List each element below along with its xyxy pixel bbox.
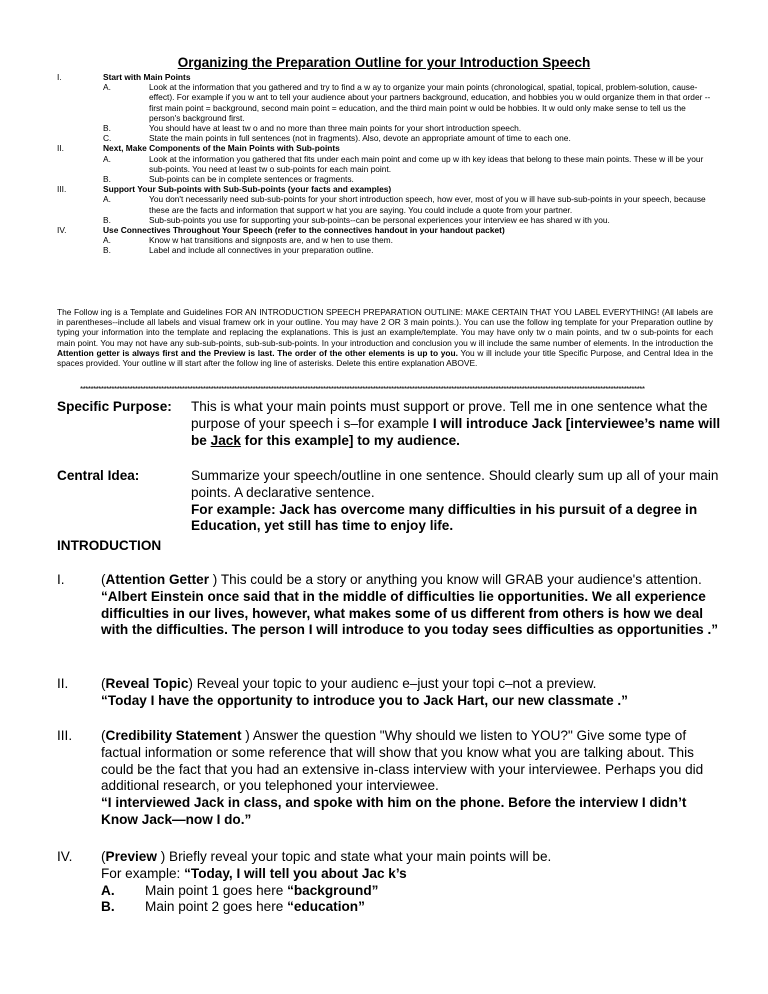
preview-example-text: For example: xyxy=(101,865,185,881)
central-idea-body: Summarize your speech/outline in one sentence. Should clearly sum up all of your main points. A declarative sentence. xyxy=(191,468,719,500)
sub-letter: C. xyxy=(103,133,112,144)
central-idea-text xyxy=(191,468,721,535)
preview-point-letter: B. xyxy=(101,899,115,915)
outline-number: IV. xyxy=(57,225,67,236)
preview-label: Preview xyxy=(105,849,157,864)
outline-sub-item xyxy=(57,235,717,245)
sub-text: Know w hat transitions and signposts are, and w hen to use them. xyxy=(149,235,393,246)
outline-sub-item xyxy=(57,82,717,123)
specific-purpose-body: This is what your main points must support or prove. Tell me in one sentence what the purpose of your speech i s–for example xyxy=(191,399,708,431)
sub-letter: B. xyxy=(103,245,111,256)
preview-line: (Preview ) Briefly reveal your topic and state what your main points will be. xyxy=(101,849,552,864)
preview xyxy=(101,849,721,916)
outline-heading: Next, Make Components of the Main Points with Sub-points xyxy=(103,143,340,154)
specific-purpose-label: Specific Purpose: xyxy=(57,399,172,414)
intro-number: III. xyxy=(57,728,73,743)
outline-number: III. xyxy=(57,184,67,195)
sub-letter: A. xyxy=(103,82,111,93)
preview-point xyxy=(101,883,721,900)
sub-letter: A. xyxy=(103,235,111,246)
outline-item xyxy=(57,225,717,235)
sub-letter: A. xyxy=(103,153,111,164)
specific-purpose-bold: I will introduce Jack [interviewee’s name will be xyxy=(191,415,721,448)
preview-point-body: Main point 2 goes here xyxy=(145,899,288,915)
outline-number: I. xyxy=(57,72,62,82)
sub-text: You don't necessarily need sub-sub-points for your short introduction speech, how ever, most of you w ill have sub-sub-points in your speech, because these are the facts and information that support w hat you are saying. You could include a quote from your partner. xyxy=(149,194,706,215)
guidelines-bold-text: Attention getter is always first and the Preview is last. The order of the other elements is up to you. xyxy=(57,347,458,358)
outline-heading: Start with Main Points xyxy=(103,72,191,82)
credibility-quote: “I interviewed Jack in class, and spoke with him on the phone. Before the interview I didn’t Know Jack—now I do.” xyxy=(101,795,687,827)
outline-sub-item xyxy=(57,123,717,133)
outline-sub-item xyxy=(57,174,717,184)
reveal-topic-quote: “Today I have the opportunity to introduce you to Jack Hart, our new classmate .” xyxy=(101,692,628,708)
attention-getter-text: ) This could be a story or anything you know will GRAB your audience's attention. xyxy=(209,572,702,587)
sub-letter: B. xyxy=(103,214,111,225)
attention-getter-label: Attention Getter xyxy=(105,572,209,587)
sub-text: Sub-points can be in complete sentences or fragments. xyxy=(149,174,354,185)
sub-text: State the main points in full sentences (not in fragments). Also, devote an appropriate amount of time to each one. xyxy=(149,133,571,144)
intro-number: I. xyxy=(57,572,65,587)
preview-point xyxy=(101,899,721,916)
outline-number: II. xyxy=(57,143,64,154)
guidelines-text: The Follow ing is a Template and Guidelines FOR AN INTRODUCTION SPEECH PREPARATION OUTLINE: MAKE CERTAIN THAT YOU LABEL EVERYTHING! (All labels are in parentheses--include all labels and visual framew ork in your outline. You may have 2 OR 3 main points.). You can use the follow ing template for your Preparation outline by typing your information into the template and replacing the explanations. This is just an example/template. You may have only tw o main points, and tw o sub-points for each main point. You may not have any sub-sub-points, sub-sub-sub-points. In your introduction and conclusion you w ill include the same number of elements. In the introduction the xyxy=(57,307,713,348)
sub-text: Look at the information that you gathered and try to find a w ay to organize your main points (chronological, spatial, topical, problem-solution, cause-effect). For example if you w ant to tell your audience about your partners background, education, and hobbies you w ould organize them in that order -- first main point = background, second main point = education, and the third main point w ould be hobbies. It w ould only make sense to tell us the person's background first. xyxy=(149,82,711,123)
sub-letter: B. xyxy=(103,174,111,185)
reveal-topic: (Reveal Topic) Reveal your topic to your audienc e–just your topi c–not a preview. “Today I have the opportunity to introduce you to Jack Hart, our new classmate .” xyxy=(101,676,628,708)
page-title: Organizing the Preparation Outline for your Introduction Speech xyxy=(177,55,591,70)
specific-purpose-bold-end: for this example] to my audience. xyxy=(240,432,460,448)
attention-getter-quote: “Albert Einstein once said that in the middle of difficulties lie opportunities. We all experience difficulties in our lives, however, what makes some of us different from others is how we deal with the difficulties. The person I will introduce to you today sees difficulties as opportunities .” xyxy=(101,588,719,638)
credibility-label: Credibility Statement xyxy=(105,728,242,743)
intro-number: II. xyxy=(57,676,69,691)
outline-heading: Use Connectives Throughout Your Speech (refer to the connectives handout in your handout packet) xyxy=(103,225,505,236)
specific-purpose-name: Jack xyxy=(210,432,241,448)
preview-point-text xyxy=(145,883,378,900)
preview-point-letter: A. xyxy=(101,882,115,898)
preview-example xyxy=(101,866,721,883)
credibility-text: ) Answer the question "Why should we listen to YOU?" Give some type of factual information or some reference that will show that you know what you are talking about. This could be the fact that you had an extensive in-class interview with your interviewee. Perhaps you did additional research, or you telephoned your interviewee. xyxy=(101,728,704,794)
credibility-statement: (Credibility Statement ) Answer the question "Why should we listen to YOU?" Give some type of factual information or some reference that will show that you know what you are talking about. This could be the fact that you had an extensive in-class interview with your interviewee. Perhaps you did additional research, or you telephoned your interviewee. “I interviewed Jack in class, and spoke with him on the phone. Before the interview I didn’t Know Jack—now I do.” xyxy=(101,728,704,827)
outline-item xyxy=(57,72,717,82)
outline-sub-item xyxy=(57,194,717,214)
outline-heading: Support Your Sub-points with Sub-Sub-points (your facts and examples) xyxy=(103,184,392,195)
central-idea-label: Central Idea: xyxy=(57,468,140,483)
outline-sub-item xyxy=(57,154,717,174)
intro-number: IV. xyxy=(57,849,73,864)
specific-purpose-text xyxy=(191,399,721,449)
sub-text: You should have at least tw o and no more than three main points for your short introduction speech. xyxy=(149,123,522,134)
preview-point-text xyxy=(145,899,365,916)
sub-text: Label and include all connectives in your preparation outline. xyxy=(149,245,374,256)
outline-sub-item xyxy=(57,133,717,143)
guidelines-text-end: You w ill include your title Specific Purpose, and Central Idea in the spaces provided. Your outline w ill start after the follow ing line of asterisks. Delete this entire explanation ABOVE. xyxy=(57,347,713,369)
asterisk-divider: ************************************************************************************************************************************************************************************************************************ xyxy=(80,386,645,394)
sub-text: Look at the information you gathered that fits under each main point and come up w ith key ideas that belong to these main points. These w ill be your sub-points. You need at least tw o sub-points for each main point. xyxy=(149,153,704,174)
preview-text: ) Briefly reveal your topic and state what your main points will be. xyxy=(156,849,552,864)
preview-point-bold: “background” xyxy=(287,882,379,898)
sub-text: Sub-sub-points you use for supporting your sub-points--can be personal experiences your interview ee has shared w ith you. xyxy=(149,214,610,225)
reveal-topic-text: ) Reveal your topic to your audienc e–just your topi c–not a preview. xyxy=(188,676,597,691)
attention-getter: (Attention Getter ) This could be a story or anything you know will GRAB your audience's attention. “Albert Einstein once said that in the middle of difficulties lie opportunities. We all experience difficulties in our lives, however, what makes some of us different from others is how we deal with the difficulties. The person I will introduce to you today sees difficulties as opportunities .” xyxy=(101,572,719,638)
reveal-topic-label: Reveal Topic xyxy=(105,676,189,691)
template-guidelines xyxy=(57,307,713,368)
sub-letter: A. xyxy=(103,194,111,205)
outline-instructions xyxy=(57,72,717,256)
preview-point-body: Main point 1 goes here xyxy=(145,882,288,898)
sub-letter: B. xyxy=(103,123,111,134)
central-idea-example: For example: Jack has overcome many difficulties in his pursuit of a degree in Education, yet still has time to enjoy life. xyxy=(191,501,698,534)
preview-example-quote: “Today, I will tell you about Jac k’s xyxy=(184,865,407,881)
outline-sub-item xyxy=(57,215,717,225)
preview-point-bold: “education” xyxy=(287,899,365,915)
outline-sub-item xyxy=(57,245,717,255)
outline-item xyxy=(57,143,717,153)
outline-item xyxy=(57,184,717,194)
introduction-heading: INTRODUCTION xyxy=(57,538,162,553)
